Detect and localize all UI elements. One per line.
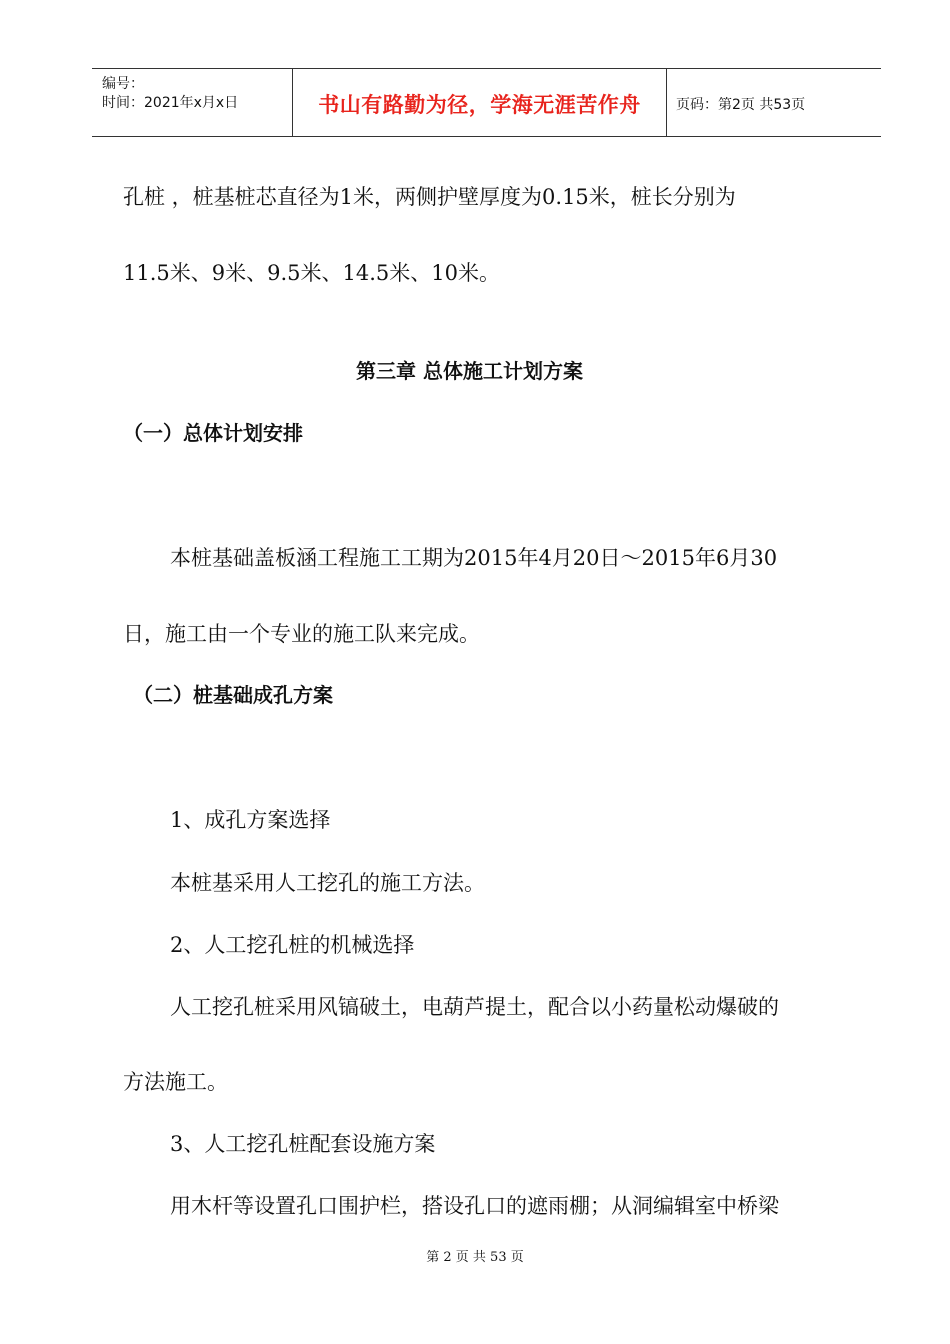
paragraph-line: 本桩基础盖板涵工程施工工期为2015年4月20日～2015年6月30 — [170, 546, 778, 570]
section-heading: （一）总体计划安排 — [123, 421, 303, 445]
paragraph-line: 人工挖孔桩采用风镐破土，电葫芦提土，配合以小药量松动爆破的 — [170, 995, 779, 1019]
list-item-title: 1、成孔方案选择 — [170, 808, 331, 832]
document-time-label: 时间：2021年x月x日 — [102, 95, 239, 111]
list-item-title: 3、人工挖孔桩配套设施方案 — [170, 1132, 436, 1156]
document-number-label: 编号： — [102, 76, 144, 92]
paragraph-line: 方法施工。 — [123, 1070, 228, 1094]
header-motto: 书山有路勤为径，学海无涯苦作舟 — [318, 93, 641, 117]
chapter-title: 第三章 总体施工计划方案 — [356, 359, 583, 383]
page-header — [92, 68, 881, 137]
header-page-info: 页码：第2页 共53页 — [676, 97, 806, 113]
paragraph-line: 孔桩 ，桩基桩芯直径为1米，两侧护壁厚度为0.15米，桩长分别为 — [123, 185, 736, 209]
header-meta-cell — [92, 69, 292, 136]
paragraph-line: 本桩基采用人工挖孔的施工方法。 — [170, 871, 485, 895]
header-page-cell — [666, 69, 881, 136]
section-heading: （二）桩基础成孔方案 — [133, 683, 333, 707]
paragraph-line: 11.5米、9米、9.5米、14.5米、10米。 — [123, 261, 500, 285]
header-motto-cell — [292, 69, 667, 136]
paragraph-line: 日，施工由一个专业的施工队来完成。 — [123, 622, 480, 646]
page-footer: 第 2 页 共 53 页 — [426, 1250, 524, 1265]
paragraph-line: 用木杆等设置孔口围护栏，搭设孔口的遮雨棚；从洞编辑室中桥梁 — [170, 1194, 779, 1218]
list-item-title: 2、人工挖孔桩的机械选择 — [170, 933, 415, 957]
